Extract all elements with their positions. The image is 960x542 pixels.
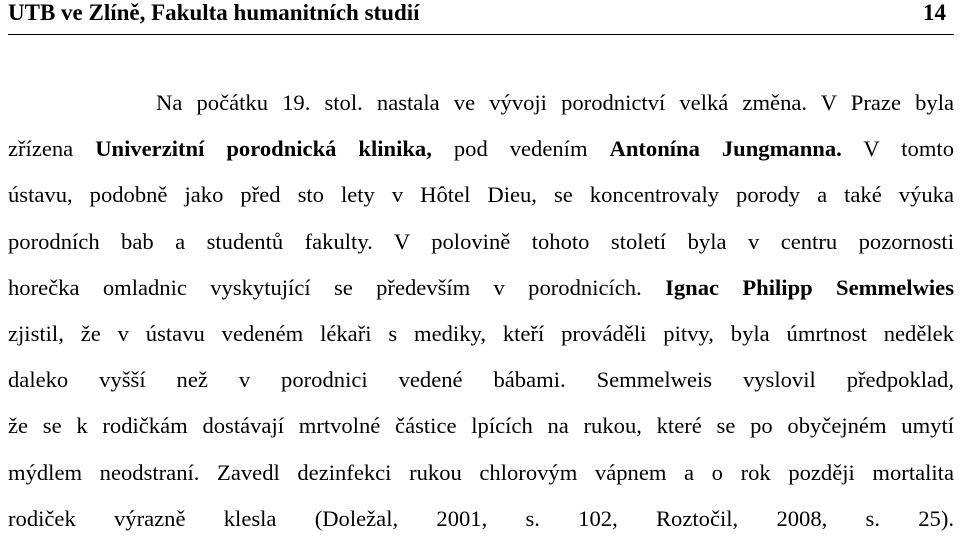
text-segment: porodních bab a studentů fakulty. V polovině tohoto století byla v centru pozornosti (8, 228, 954, 254)
bold-text-segment: Univerzitní porodnická klinika, (95, 136, 432, 162)
text-segment: daleko vyšší než v porodnici vedené bábami. Semmelweis vyslovil předpoklad, (8, 367, 954, 393)
body-paragraph (8, 80, 954, 542)
text-line (8, 450, 954, 496)
text-line (8, 172, 954, 218)
text-line (8, 496, 954, 542)
text-line (8, 265, 954, 311)
text-segment: ústavu, podobně jako před sto lety v Hôtel Dieu, se koncentrovaly porody a také výuka (8, 182, 954, 208)
text-line (8, 311, 954, 357)
text-segment: rodiček výrazně klesla (Doležal, 2001, s. 102, Roztočil, 2008, s. 25). (8, 505, 954, 531)
text-line (8, 357, 954, 403)
page-header (8, 0, 954, 35)
bold-text-segment: Ignac Philipp Semmelwies (665, 274, 954, 300)
text-segment: V tomto (841, 136, 954, 162)
text-segment: horečka omladnic vyskytující se především v porodnicích. (8, 274, 666, 300)
text-line (8, 403, 954, 449)
text-segment: Na počátku 19. stol. nastala ve vývoji porodnictví velká změna. V Praze byla (156, 90, 954, 115)
header-title: UTB ve Zlíně, Fakulta humanitních studií (8, 0, 420, 25)
text-line (8, 219, 954, 265)
text-segment: zjistil, že v ústavu vedeném lékaři s mediky, kteří prováděli pitvy, byla úmrtnost nedělek (8, 320, 954, 346)
bold-text-segment: Antonína Jungmanna. (609, 136, 842, 162)
text-segment: že se k rodičkám dostávají mrtvolné částice lpících na rukou, které se po obyčejném umytí (8, 413, 954, 439)
text-line (8, 80, 954, 126)
text-segment: mýdlem neodstraní. Zavedl dezinfekci rukou chlorovým vápnem a o rok později mortalita (8, 459, 954, 485)
text-segment: zřízena (8, 136, 96, 162)
page-number: 14 (923, 0, 946, 25)
text-segment: pod vedením (431, 136, 610, 162)
text-line (8, 126, 954, 172)
